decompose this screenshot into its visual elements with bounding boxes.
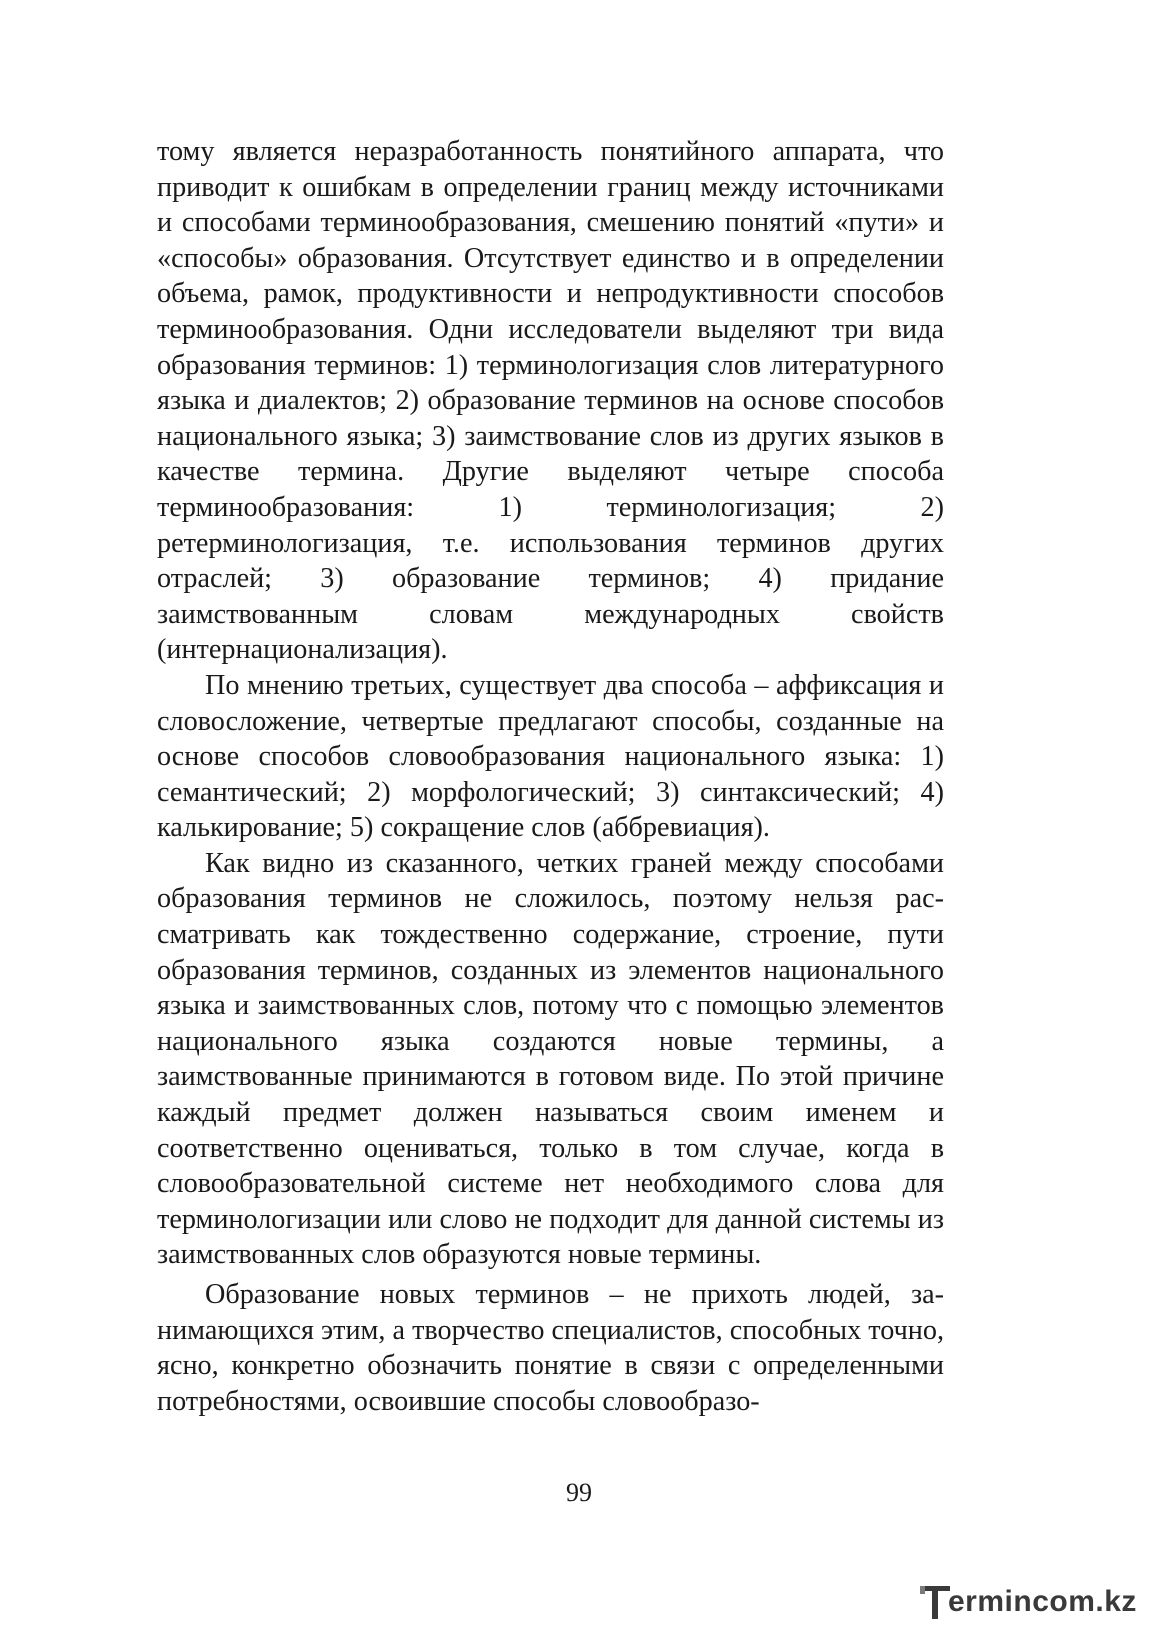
paragraph-4: Образование новых терминов – не прихоть людей, занимающихся этим, а творчество специалистов, способных точно, ясно, конкретно обозначить понятие в связи с определенными потребностями, освоившие способы словообразо- bbox=[157, 1279, 944, 1417]
page-number: 99 bbox=[566, 1478, 592, 1507]
paragraph-1: тому является неразработанность понятийного аппарата, что приводит к ошибкам в определении границ между источниками и способами терминообразования, смешению понятий «пути» и «способы» образования. Отсутствует единство и в определении объема, рамок, продуктивности и непродуктивности способов терминообразования. Одни исследователи выделяют три вида образования терминов: 1) терминологизация слов литературного языка и диалектов; 2) образование терминов на основе способов национального языка; 3) заимствование слов из других языков в качестве термина. Другие выделяют четыре способа терминообразования: 1) терминологизация; 2) ретерминологизация, т.е. использования терминов других отраслей; 3) образование терминов; 4) придание заимствованным словам международных свойств (интернационализация). bbox=[157, 136, 944, 666]
body-text bbox=[157, 134, 944, 1419]
watermark-text: ermincom.kz bbox=[948, 1585, 1137, 1618]
watermark bbox=[918, 1577, 1148, 1627]
paragraph-3: Как видно из сказанного, четких граней между способами образования терминов не сложилось, поэтому нельзя рассматривать как тождественно содержание, строение, пути образования терминов, созданных из элементов национального языка и заимствованных слов, потому что с помощью элементов национального языка создаются новые термины, а заимствованные принимаются в готовом виде. По этой причине каждый предмет должен называться своим именем и соответственно оцениваться, только в том случае, когда в словообразовательной системе нет необходимого слова для терминологизации или слово не подходит для данной системы из заимствованных слов образуются новые термины. bbox=[157, 847, 944, 1271]
paragraph-2: По мнению третьих, существует два способа – аффиксация и словосложение, четвертые предлагают способы, созданные на основе способов словообразования национального языка: 1) семантический; 2) морфологический; 3) синтаксический; 4) калькирование; 5) сокращение слов (аббревиация). bbox=[157, 669, 944, 844]
